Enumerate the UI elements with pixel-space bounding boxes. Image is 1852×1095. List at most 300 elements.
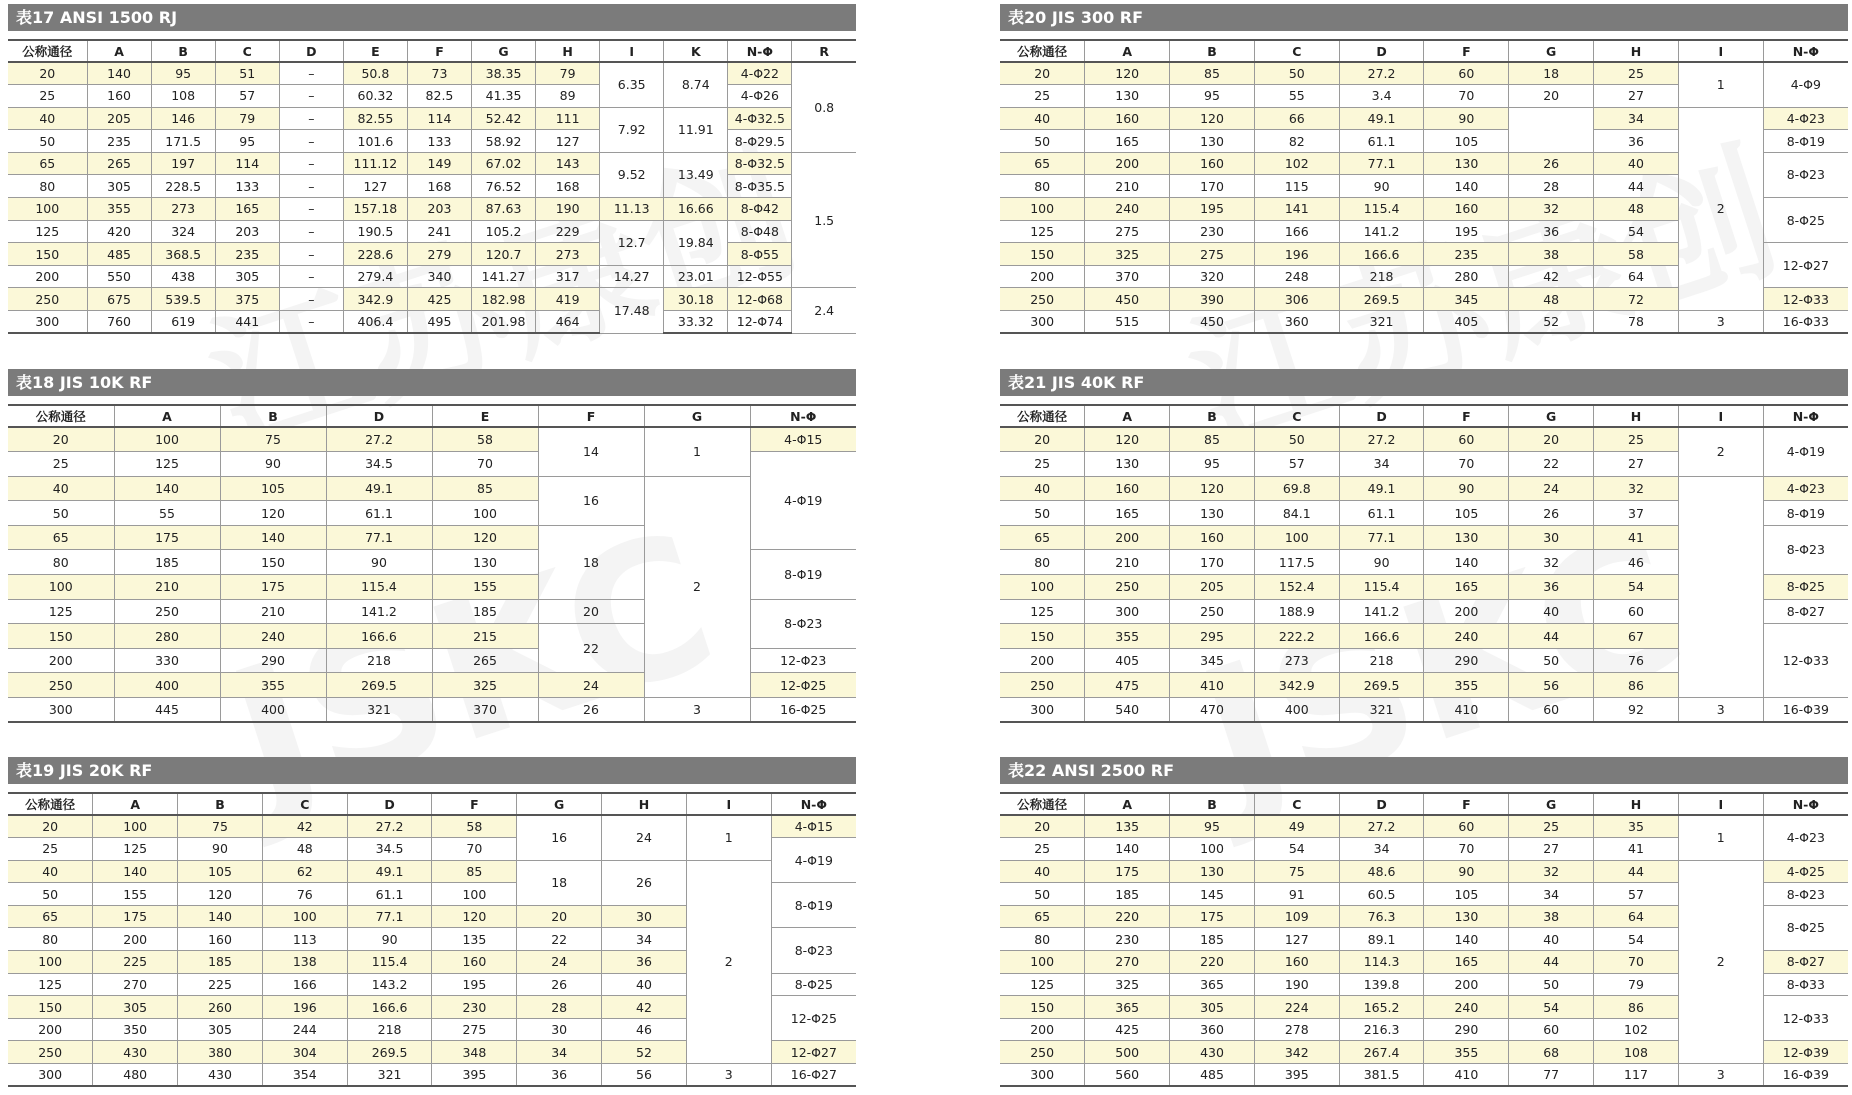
table-cell: 7.92 [600, 107, 664, 152]
table-cell: 120 [178, 883, 263, 906]
table-cell: 111 [536, 107, 600, 130]
table-cell: 54 [1594, 220, 1679, 243]
table-cell: 78 [1594, 311, 1679, 334]
table-cell: 321 [347, 1064, 432, 1087]
table-cell: 4-Φ23 [1763, 107, 1848, 130]
table-cell: 40 [1000, 107, 1085, 130]
table-cell: 117.5 [1254, 550, 1339, 575]
table-cell: 12-Φ33 [1763, 288, 1848, 311]
table-cell: 113 [262, 928, 347, 951]
table-cell: 34 [1339, 452, 1424, 477]
table-cell: 36 [517, 1064, 602, 1087]
table-cell: 52.42 [472, 107, 536, 130]
table-cell: 56 [1509, 673, 1594, 698]
column-header: F [1424, 405, 1509, 427]
table-cell: 550 [87, 265, 151, 288]
table-cell: 380 [178, 1041, 263, 1064]
table-cell: 100 [432, 501, 538, 526]
table-cell: 269.5 [1339, 673, 1424, 698]
table-cell: 160 [87, 85, 151, 108]
table-cell: 12-Φ55 [728, 265, 792, 288]
table-cell: 218 [347, 1018, 432, 1041]
table-row [8, 220, 856, 243]
column-header: N-Φ [728, 40, 792, 62]
table-cell: 500 [1085, 1041, 1170, 1064]
table-cell: 1 [686, 815, 771, 860]
table-cell: 218 [326, 648, 432, 673]
table-cell: 130 [432, 550, 538, 575]
table-cell: 90 [1424, 476, 1509, 501]
table-cell: 70 [1424, 85, 1509, 108]
table-row [8, 175, 856, 198]
table-cell: 205 [1170, 575, 1255, 600]
table-cell: 20 [1000, 427, 1085, 452]
table-cell: 300 [1000, 698, 1085, 723]
table-row [8, 815, 856, 838]
table-cell: 470 [1170, 698, 1255, 723]
table-cell: 305 [178, 1018, 263, 1041]
table-row [1000, 311, 1848, 334]
table-cell: 40 [8, 107, 87, 130]
table-cell: 100 [432, 883, 517, 906]
table-cell: 430 [93, 1041, 178, 1064]
table-cell: 175 [1170, 905, 1255, 928]
table-cell: 6.35 [600, 62, 664, 107]
column-header: 公称通径 [1000, 40, 1085, 62]
table-cell: 317 [536, 265, 600, 288]
table-cell: 48 [1509, 288, 1594, 311]
table-cell: 278 [1254, 1018, 1339, 1041]
table-cell: 146 [151, 107, 215, 130]
table-cell: 190 [536, 198, 600, 221]
table-cell: 32 [1594, 476, 1679, 501]
table-cell: 75 [1254, 860, 1339, 883]
table-cell: 150 [8, 624, 114, 649]
column-header: K [664, 40, 728, 62]
table-cell: 240 [1085, 198, 1170, 221]
table-cell: 355 [1085, 624, 1170, 649]
table-cell: 80 [1000, 928, 1085, 951]
table-cell: 60 [1424, 815, 1509, 838]
table-cell: 560 [1085, 1064, 1170, 1087]
table-cell: 20 [8, 62, 87, 85]
table-cell: 185 [178, 951, 263, 974]
table-cell: 22 [517, 928, 602, 951]
column-header: D [1339, 40, 1424, 62]
table-cell: 445 [114, 698, 220, 723]
table-cell: 250 [8, 288, 87, 311]
table-cell: 115.4 [1339, 198, 1424, 221]
table-cell: 235 [87, 130, 151, 153]
table-cell: 67 [1594, 624, 1679, 649]
column-header: D [1339, 793, 1424, 815]
table-row [8, 152, 856, 175]
table-cell: 70 [432, 452, 538, 477]
table-cell: 24 [517, 951, 602, 974]
table-cell: 140 [178, 905, 263, 928]
table-cell: 305 [87, 175, 151, 198]
table-cell: 152.4 [1254, 575, 1339, 600]
table-cell: 65 [1000, 905, 1085, 928]
table-cell: 200 [1000, 648, 1085, 673]
table-cell: 44 [1509, 624, 1594, 649]
column-header: B [151, 40, 215, 62]
table-title: 表17 ANSI 1500 RJ [8, 4, 856, 31]
table-cell: 20 [517, 905, 602, 928]
table-cell: 40 [8, 860, 93, 883]
table-cell: 70 [1424, 838, 1509, 861]
table-cell: 485 [87, 243, 151, 266]
table-cell: 101.6 [343, 130, 407, 153]
table-cell: 370 [1085, 265, 1170, 288]
table-cell: 40 [602, 973, 687, 996]
table-cell: 72 [1594, 288, 1679, 311]
table-cell: 30 [602, 905, 687, 928]
column-header: F [1424, 40, 1509, 62]
table-cell: 67.02 [472, 152, 536, 175]
table-cell: 430 [1170, 1041, 1255, 1064]
table-cell: 95 [215, 130, 279, 153]
table-18-panel [8, 369, 856, 723]
table-cell: 760 [87, 311, 151, 334]
table-cell: 82 [1254, 130, 1339, 153]
table-cell: 105 [1424, 883, 1509, 906]
table-cell: 12-Φ33 [1763, 996, 1848, 1041]
table-cell: – [279, 130, 343, 153]
table-cell: 4-Φ19 [750, 452, 856, 550]
table-cell: 125 [8, 220, 87, 243]
column-header: A [1085, 40, 1170, 62]
table-cell: 50 [1000, 130, 1085, 153]
table-cell: 127 [536, 130, 600, 153]
table-cell: 140 [93, 860, 178, 883]
table-cell: 25 [1594, 62, 1679, 85]
table-cell: 218 [1339, 648, 1424, 673]
table-cell: 3 [1678, 311, 1763, 334]
table-cell: 325 [1085, 243, 1170, 266]
table-cell: 400 [1254, 698, 1339, 723]
table-cell: 127 [343, 175, 407, 198]
table-cell: 82.55 [343, 107, 407, 130]
table-cell: 200 [1085, 525, 1170, 550]
table-cell: 248 [1254, 265, 1339, 288]
table-cell: 32 [1509, 860, 1594, 883]
table-cell: 141 [1254, 198, 1339, 221]
column-header: I [1678, 405, 1763, 427]
table-cell: 49.1 [1339, 476, 1424, 501]
table-cell: 24 [602, 815, 687, 860]
table-cell: 290 [1424, 648, 1509, 673]
table-cell: 250 [1170, 599, 1255, 624]
table-cell: 105 [178, 860, 263, 883]
table-cell: 195 [432, 973, 517, 996]
table-cell: 32 [1509, 550, 1594, 575]
table-cell: 135 [432, 928, 517, 951]
table-cell: 49.1 [1339, 107, 1424, 130]
table-cell: 52 [1509, 311, 1594, 334]
column-header: 公称通径 [1000, 793, 1085, 815]
column-header: F [407, 40, 471, 62]
table-cell: 50.8 [343, 62, 407, 85]
table-cell: 27.2 [347, 815, 432, 838]
column-header: A [1085, 793, 1170, 815]
table-cell: 300 [1000, 311, 1085, 334]
column-header: B [1170, 793, 1255, 815]
spec-table [8, 792, 856, 1087]
table-cell: 16 [517, 815, 602, 860]
table-cell: 75 [220, 427, 326, 452]
table-cell: 225 [178, 973, 263, 996]
table-cell: 190 [1254, 973, 1339, 996]
table-cell: 250 [1085, 575, 1170, 600]
table-cell: 130 [1170, 860, 1255, 883]
table-cell: 375 [215, 288, 279, 311]
table-cell: 200 [8, 648, 114, 673]
table-title: 表21 JIS 40K RF [1000, 369, 1848, 396]
table-cell: 38.35 [472, 62, 536, 85]
table-cell: 115.4 [347, 951, 432, 974]
table-cell: 12-Φ74 [728, 311, 792, 334]
table-cell: 8-Φ25 [1763, 905, 1848, 950]
table-cell: 26 [602, 860, 687, 905]
table-cell: 89 [536, 85, 600, 108]
table-cell: 60.32 [343, 85, 407, 108]
table-cell: 115.4 [326, 575, 432, 600]
table-cell: 24 [538, 673, 644, 698]
table-cell: 40 [1509, 599, 1594, 624]
table-cell: 210 [1085, 550, 1170, 575]
table-cell: 150 [8, 996, 93, 1019]
table-cell: 4-Φ23 [1763, 476, 1848, 501]
table-cell: 345 [1424, 288, 1509, 311]
table-cell: 61.1 [347, 883, 432, 906]
column-header: H [1594, 40, 1679, 62]
table-cell: 115 [1254, 175, 1339, 198]
table-cell: 60 [1509, 698, 1594, 723]
column-header: 公称通径 [1000, 405, 1085, 427]
table-cell: 8-Φ23 [1763, 152, 1848, 197]
table-row [8, 85, 856, 108]
table-cell: 49.1 [347, 860, 432, 883]
table-cell: 188.9 [1254, 599, 1339, 624]
column-header: C [215, 40, 279, 62]
table-cell: 539.5 [151, 288, 215, 311]
table-cell: 140 [1424, 175, 1509, 198]
table-cell: 12-Φ27 [1763, 243, 1848, 288]
table-cell: 17.48 [600, 288, 664, 333]
column-header: G [644, 405, 750, 427]
table-cell: 140 [1424, 550, 1509, 575]
table-cell: 65 [8, 905, 93, 928]
column-header: I [686, 793, 771, 815]
table-cell: 619 [151, 311, 215, 334]
table-cell: 13.49 [664, 152, 728, 197]
table-cell: 61.1 [326, 501, 432, 526]
column-header: C [262, 793, 347, 815]
table-cell: 50 [1254, 427, 1339, 452]
table-cell: 220 [1085, 905, 1170, 928]
table-row [8, 1064, 856, 1087]
table-cell: 44 [1509, 951, 1594, 974]
table-17-panel [8, 4, 856, 334]
table-cell: 200 [93, 928, 178, 951]
table-cell: 25 [8, 452, 114, 477]
table-cell: 355 [87, 198, 151, 221]
table-cell: 66 [1254, 107, 1339, 130]
table-cell: 77.1 [1339, 525, 1424, 550]
table-cell: 16-Φ27 [771, 1064, 856, 1087]
table-cell: 430 [178, 1064, 263, 1087]
column-header: F [538, 405, 644, 427]
table-cell: 218 [1339, 265, 1424, 288]
table-cell: 8-Φ55 [728, 243, 792, 266]
table-cell: 130 [1424, 152, 1509, 175]
table-cell: 540 [1085, 698, 1170, 723]
table-cell: 420 [87, 220, 151, 243]
table-cell [1678, 476, 1763, 697]
table-cell: 290 [220, 648, 326, 673]
table-cell: 201.98 [472, 311, 536, 334]
table-cell: 73 [407, 62, 471, 85]
table-cell: 230 [432, 996, 517, 1019]
table-cell: 89.1 [1339, 928, 1424, 951]
table-cell: 165 [1085, 501, 1170, 526]
table-cell: 30 [517, 1018, 602, 1041]
table-cell: 40 [1000, 476, 1085, 501]
table-cell: 340 [407, 265, 471, 288]
table-cell: 149 [407, 152, 471, 175]
table-cell: 141.2 [1339, 220, 1424, 243]
table-cell: 210 [114, 575, 220, 600]
header-row [8, 405, 856, 427]
column-header: A [93, 793, 178, 815]
table-cell: 87.63 [472, 198, 536, 221]
table-cell: 155 [432, 575, 538, 600]
column-header: 公称通径 [8, 793, 93, 815]
table-cell: 8-Φ19 [750, 550, 856, 599]
table-cell: 85 [1170, 427, 1255, 452]
table-cell: 265 [432, 648, 538, 673]
table-cell: 165 [215, 198, 279, 221]
column-header: A [114, 405, 220, 427]
table-cell: 138 [262, 951, 347, 974]
table-cell: 80 [8, 175, 87, 198]
table-cell: 49 [1254, 815, 1339, 838]
table-cell: 348 [432, 1041, 517, 1064]
table-cell: 125 [93, 838, 178, 861]
table-cell: 145 [1170, 883, 1255, 906]
table-cell: 203 [407, 198, 471, 221]
table-cell: 26 [517, 973, 602, 996]
table-cell: 355 [1424, 1041, 1509, 1064]
table-cell: 269.5 [326, 673, 432, 698]
column-header: B [220, 405, 326, 427]
table-row [1000, 860, 1848, 883]
table-cell: 30 [1509, 525, 1594, 550]
table-cell: 320 [1170, 265, 1255, 288]
table-cell: 19.84 [664, 220, 728, 265]
table-cell: 155 [93, 883, 178, 906]
table-cell: 109 [1254, 905, 1339, 928]
table-cell: 139.8 [1339, 973, 1424, 996]
table-cell: 141.2 [1339, 599, 1424, 624]
table-title: 表20 JIS 300 RF [1000, 4, 1848, 31]
table-cell: 425 [1085, 1018, 1170, 1041]
table-cell: 85 [432, 860, 517, 883]
table-cell: 171.5 [151, 130, 215, 153]
table-cell: 58.92 [472, 130, 536, 153]
column-header: H [536, 40, 600, 62]
table-cell: 143 [536, 152, 600, 175]
table-cell: 395 [432, 1064, 517, 1087]
table-cell: 100 [93, 815, 178, 838]
spec-table [1000, 792, 1848, 1087]
table-cell: 8-Φ35.5 [728, 175, 792, 198]
table-cell: 3 [1678, 1064, 1763, 1087]
column-header: 公称通径 [8, 405, 114, 427]
table-cell: 36 [602, 951, 687, 974]
table-cell: 42 [1509, 265, 1594, 288]
table-cell: 8-Φ23 [1763, 525, 1848, 574]
table-cell: 42 [262, 815, 347, 838]
table-cell: 105 [220, 476, 326, 501]
table-cell: 60.5 [1339, 883, 1424, 906]
column-header: E [343, 40, 407, 62]
column-header: H [1594, 405, 1679, 427]
table-cell: 400 [114, 673, 220, 698]
table-cell: 40 [1000, 860, 1085, 883]
table-cell: 90 [326, 550, 432, 575]
table-cell: 100 [262, 905, 347, 928]
table-cell: 33.32 [664, 311, 728, 334]
table-cell: 115.4 [1339, 575, 1424, 600]
table-cell: 90 [178, 838, 263, 861]
table-cell: 65 [8, 152, 87, 175]
table-cell: 22 [538, 624, 644, 673]
table-cell: 160 [178, 928, 263, 951]
table-cell: 79 [215, 107, 279, 130]
table-cell: 95 [1170, 452, 1255, 477]
table-row [8, 476, 856, 501]
table-cell: 200 [1085, 152, 1170, 175]
table-cell: 267.4 [1339, 1041, 1424, 1064]
column-header: E [432, 405, 538, 427]
table-cell: 70 [432, 838, 517, 861]
table-cell: 77.1 [326, 525, 432, 550]
table-cell: 61.1 [1339, 501, 1424, 526]
table-cell: 1 [644, 427, 750, 476]
table-cell: 90 [220, 452, 326, 477]
table-row [1000, 476, 1848, 501]
table-cell: 170 [1170, 550, 1255, 575]
spec-table [1000, 39, 1848, 334]
column-header: R [792, 40, 856, 62]
table-cell: 100 [114, 427, 220, 452]
column-header: N-Φ [750, 405, 856, 427]
table-cell: 480 [93, 1064, 178, 1087]
table-cell: 8-Φ25 [1763, 575, 1848, 600]
table-cell: 16.66 [664, 198, 728, 221]
table-cell: 23.01 [664, 265, 728, 288]
table-row [1000, 427, 1848, 452]
table-cell: 12-Φ68 [728, 288, 792, 311]
header-row [1000, 405, 1848, 427]
table-cell: 235 [1424, 243, 1509, 266]
table-cell: 143.2 [347, 973, 432, 996]
column-header: C [1254, 793, 1339, 815]
table-cell: – [279, 62, 343, 85]
table-cell: 76 [262, 883, 347, 906]
